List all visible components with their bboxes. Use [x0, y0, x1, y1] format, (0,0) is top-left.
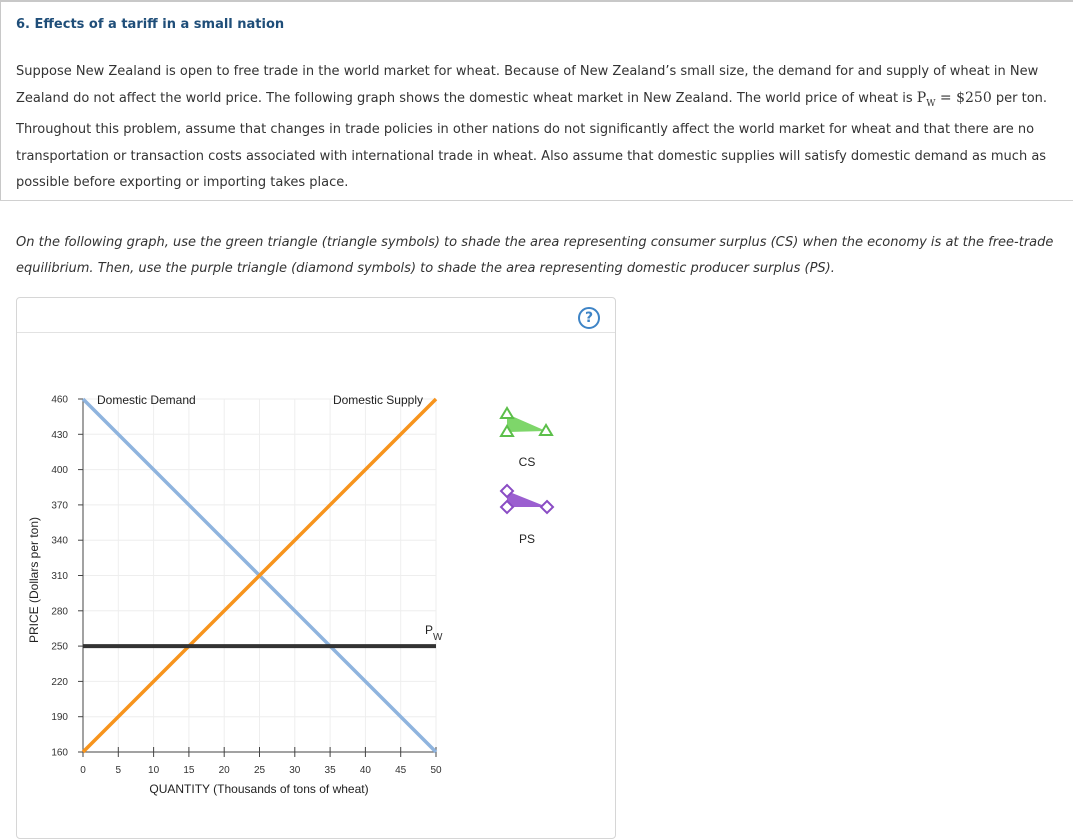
x-tick-label: 0	[80, 765, 86, 776]
ps-diamond-marker[interactable]	[541, 501, 553, 513]
question-heading: 6. Effects of a tariff in a small nation	[16, 17, 285, 32]
world-price-label-subscript: W	[433, 632, 443, 643]
y-tick-label: 220	[51, 676, 68, 688]
pw-value: = $250	[935, 90, 992, 107]
cs-triangle-marker[interactable]	[501, 408, 513, 418]
y-tick-label: 370	[51, 500, 68, 512]
supply-label: Domestic Supply	[332, 393, 423, 407]
y-tick-label: 280	[51, 606, 68, 618]
y-axis-title: PRICE (Dollars per ton)	[27, 516, 41, 644]
ps-tool[interactable]	[501, 485, 553, 546]
x-tick-label: 25	[253, 765, 266, 776]
y-tick-label: 340	[51, 535, 68, 547]
pw-symbol: P	[916, 90, 927, 107]
x-tick-label: 35	[324, 765, 336, 776]
paragraph-text-b: per ton. Throughout this problem, assume that changes in trade policies in other nations do not significantly affect the world market for wheat and that there are no transportation or transaction costs associated with international trade in wheat. Also assume that domestic supplies will satisfy domestic demand as much as possible before exporting or importing takes place.	[16, 91, 1048, 190]
ps-triangle-icon[interactable]	[507, 491, 547, 507]
y-tick-label: 190	[51, 712, 68, 724]
y-tick-label: 460	[51, 394, 68, 406]
y-tick-label: 430	[51, 429, 68, 441]
x-tick-label: 30	[289, 765, 301, 776]
instruction-paragraph: On the following graph, use the green triangle (triangle symbols) to shade the area representing consumer surplus (CS) when the economy is at the free-trade equilibrium. Then, use the purple triangle (diamond symbols) to shade the area representing domestic producer surplus (PS).	[16, 235, 1054, 277]
cs-tool[interactable]	[501, 408, 552, 469]
x-tick-label: 45	[395, 765, 407, 776]
y-tick-label: 400	[51, 465, 68, 477]
help-button[interactable]: ?	[578, 307, 600, 329]
y-tick-label: 250	[51, 641, 68, 653]
x-tick-label: 15	[183, 765, 195, 776]
x-tick-label: 5	[115, 765, 122, 776]
x-tick-label: 20	[218, 765, 230, 776]
y-tick-label: 160	[51, 747, 68, 759]
pw-subscript: W	[926, 99, 936, 110]
y-tick-label: 310	[51, 571, 68, 582]
x-axis-title: QUANTITY (Thousands of tons of wheat)	[149, 782, 369, 796]
cs-label: CS	[518, 455, 536, 469]
world-price-label: P	[425, 623, 434, 637]
chart-labels	[97, 393, 443, 643]
demand-label: Domestic Demand	[97, 393, 196, 407]
x-tick-label: 40	[359, 765, 371, 776]
x-tick-label: 50	[430, 765, 442, 776]
paragraph-text-a: Suppose New Zealand is open to free trade in the world market for wheat. Because of New Zealand’s small size, the demand for and supply of wheat in New Zealand do not affect the world price. The following graph shows the domestic wheat market in New Zealand. The world price of wheat is	[16, 64, 1039, 107]
x-tick-label: 10	[148, 765, 160, 776]
ps-label: PS	[518, 532, 536, 546]
